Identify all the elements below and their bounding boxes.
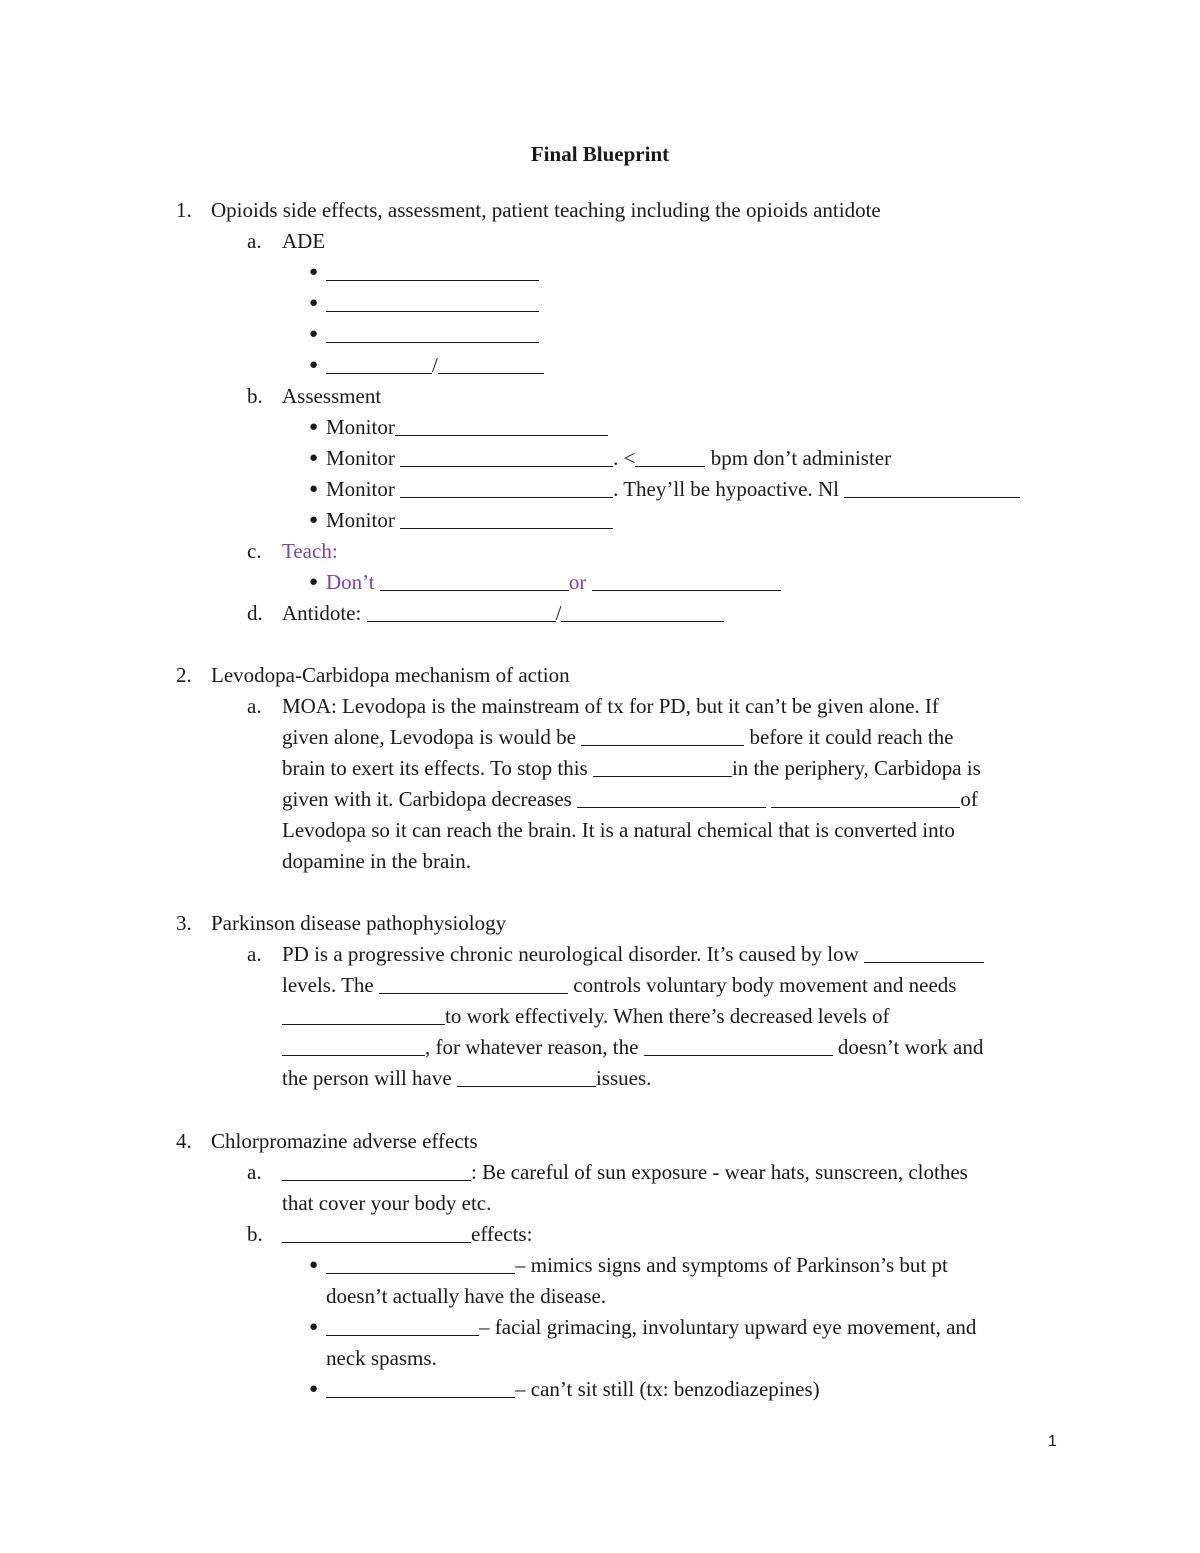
item-number: 1. bbox=[176, 198, 192, 222]
text: controls voluntary body movement and needs bbox=[568, 973, 957, 997]
bullet-icon: ● bbox=[309, 264, 319, 280]
fill-blank[interactable] bbox=[282, 1223, 471, 1243]
bullet-icon: ● bbox=[309, 1257, 319, 1273]
bullet-icon: ● bbox=[309, 326, 319, 342]
fill-blank-row bbox=[326, 257, 539, 288]
sub-label: Assessment bbox=[282, 384, 382, 408]
fill-blank-row bbox=[326, 319, 539, 350]
fill-blank[interactable] bbox=[326, 1316, 479, 1336]
bullet-text bbox=[326, 1312, 976, 1343]
text: to work effectively. When there’s decreased levels of bbox=[445, 1004, 890, 1028]
text: bpm don’t administer bbox=[705, 446, 892, 470]
bullet-icon: ● bbox=[309, 419, 319, 435]
monitor-label: Monitor bbox=[326, 415, 395, 439]
bullet-icon: ● bbox=[309, 450, 319, 466]
bullet-icon: ● bbox=[309, 481, 319, 497]
fill-blank[interactable] bbox=[367, 602, 556, 622]
fill-blank[interactable] bbox=[592, 571, 781, 591]
sub-letter: a. bbox=[247, 229, 262, 253]
fill-blank[interactable] bbox=[400, 447, 613, 467]
paragraph-line bbox=[282, 784, 978, 815]
sub-letter: a. bbox=[247, 942, 262, 966]
paragraph-line bbox=[282, 1219, 532, 1250]
text: – can’t sit still (tx: benzodiazepines) bbox=[515, 1377, 820, 1401]
text: , for whatever reason, the bbox=[425, 1035, 644, 1059]
fill-blank[interactable] bbox=[282, 1005, 445, 1025]
fill-blank[interactable] bbox=[400, 509, 613, 529]
fill-blank[interactable] bbox=[326, 1378, 515, 1398]
bullet-icon: ● bbox=[309, 357, 319, 373]
page-title: Final Blueprint bbox=[530, 142, 670, 166]
fill-blank[interactable] bbox=[581, 726, 744, 746]
text: in the periphery, Carbidopa is bbox=[731, 756, 981, 780]
fill-blank[interactable] bbox=[635, 447, 705, 467]
item-heading: Chlorpromazine adverse effects bbox=[211, 1129, 478, 1153]
fill-blank-row bbox=[326, 350, 544, 381]
bullet-icon: ● bbox=[309, 574, 319, 590]
item-heading: Levodopa-Carbidopa mechanism of action bbox=[211, 663, 570, 687]
fill-blank[interactable] bbox=[561, 602, 724, 622]
text: – mimics signs and symptoms of Parkinson’s but pt bbox=[515, 1253, 948, 1277]
fill-blank[interactable] bbox=[282, 1161, 471, 1181]
text: issues. bbox=[595, 1066, 652, 1090]
slash: / bbox=[555, 601, 562, 625]
text: PD is a progressive chronic neurological disorder. It’s caused by low bbox=[282, 942, 865, 966]
text: or bbox=[568, 570, 587, 594]
paragraph-line bbox=[282, 753, 981, 784]
fill-blank[interactable] bbox=[577, 788, 766, 808]
text: . < bbox=[613, 446, 636, 470]
paragraph-line bbox=[282, 1001, 890, 1032]
fill-blank[interactable] bbox=[864, 943, 984, 963]
fill-blank[interactable] bbox=[457, 1067, 596, 1087]
paragraph-line bbox=[282, 939, 984, 970]
text: of bbox=[960, 787, 978, 811]
item-number: 3. bbox=[176, 911, 192, 935]
sub-letter: b. bbox=[247, 384, 263, 408]
fill-blank[interactable] bbox=[644, 1036, 833, 1056]
bullet-text: doesn’t actually have the disease. bbox=[326, 1284, 607, 1308]
bullet-icon: ● bbox=[309, 512, 319, 528]
paragraph-line: that cover your body etc. bbox=[282, 1191, 492, 1215]
paragraph-line: MOA: Levodopa is the mainstream of tx for PD, but it can’t be given alone. If bbox=[282, 694, 939, 718]
paragraph-line bbox=[282, 970, 956, 1001]
fill-blank[interactable] bbox=[438, 354, 544, 374]
text: the person will have bbox=[282, 1066, 457, 1090]
paragraph-line bbox=[282, 722, 954, 753]
text: effects: bbox=[471, 1222, 533, 1246]
sub-letter: a. bbox=[247, 694, 262, 718]
item-heading: Opioids side effects, assessment, patient teaching including the opioids antidote bbox=[211, 198, 881, 222]
sub-letter: a. bbox=[247, 1160, 262, 1184]
sub-label: Teach: bbox=[282, 539, 338, 563]
fill-blank[interactable] bbox=[395, 416, 608, 436]
bullet-text bbox=[326, 505, 613, 536]
sub-letter: c. bbox=[247, 539, 262, 563]
sub-letter: d. bbox=[247, 601, 263, 625]
fill-blank[interactable] bbox=[771, 788, 960, 808]
slash: / bbox=[432, 353, 438, 377]
text: Don’t bbox=[326, 570, 380, 594]
paragraph-line bbox=[282, 1157, 968, 1188]
fill-blank[interactable] bbox=[844, 478, 1020, 498]
bullet-icon: ● bbox=[309, 295, 319, 311]
bullet-text bbox=[326, 474, 1020, 505]
bullet-text bbox=[326, 443, 891, 474]
bullet-text: neck spasms. bbox=[326, 1346, 437, 1370]
bullet-text bbox=[326, 1374, 820, 1405]
item-number: 4. bbox=[176, 1129, 192, 1153]
text: – facial grimacing, involuntary upward eye movement, and bbox=[479, 1315, 977, 1339]
text: . They’ll be hypoactive. Nl bbox=[613, 477, 845, 501]
bullet-icon: ● bbox=[309, 1319, 319, 1335]
paragraph-line: Levodopa so it can reach the brain. It is a natural chemical that is converted into bbox=[282, 818, 955, 842]
text: doesn’t work and bbox=[832, 1035, 984, 1059]
fill-blank[interactable] bbox=[380, 571, 569, 591]
fill-blank[interactable] bbox=[326, 261, 539, 281]
fill-blank-row bbox=[326, 288, 539, 319]
paragraph-line bbox=[282, 1032, 983, 1063]
bullet-icon: ● bbox=[309, 1381, 319, 1397]
text: levels. The bbox=[282, 973, 380, 997]
fill-blank[interactable] bbox=[282, 1036, 425, 1056]
text: before it could reach the bbox=[744, 725, 954, 749]
monitor-label: Monitor bbox=[326, 446, 395, 470]
item-heading: Parkinson disease pathophysiology bbox=[211, 911, 507, 935]
fill-blank[interactable] bbox=[326, 1254, 515, 1274]
bullet-text bbox=[326, 412, 608, 443]
fill-blank[interactable] bbox=[593, 757, 732, 777]
page-number: 1 bbox=[1048, 1433, 1057, 1450]
fill-blank[interactable] bbox=[379, 974, 568, 994]
text: Antidote: bbox=[282, 601, 367, 625]
text: given with it. Carbidopa decreases bbox=[282, 787, 578, 811]
monitor-label: Monitor bbox=[326, 477, 395, 501]
paragraph-line: dopamine in the brain. bbox=[282, 849, 471, 873]
fill-blank[interactable] bbox=[326, 354, 432, 374]
paragraph-line bbox=[282, 1063, 651, 1094]
sub-letter: b. bbox=[247, 1222, 263, 1246]
bullet-text bbox=[326, 1250, 948, 1281]
fill-blank[interactable] bbox=[326, 292, 539, 312]
sub-text bbox=[282, 598, 724, 629]
fill-blank[interactable] bbox=[400, 478, 613, 498]
fill-blank[interactable] bbox=[326, 323, 539, 343]
text: : Be careful of sun exposure - wear hats, sunscreen, clothes bbox=[471, 1160, 968, 1184]
text: given alone, Levodopa is would be bbox=[282, 725, 582, 749]
monitor-label: Monitor bbox=[326, 508, 395, 532]
text: brain to exert its effects. To stop this bbox=[282, 756, 593, 780]
sub-label: ADE bbox=[282, 229, 326, 253]
bullet-text bbox=[326, 567, 781, 598]
item-number: 2. bbox=[176, 663, 192, 687]
